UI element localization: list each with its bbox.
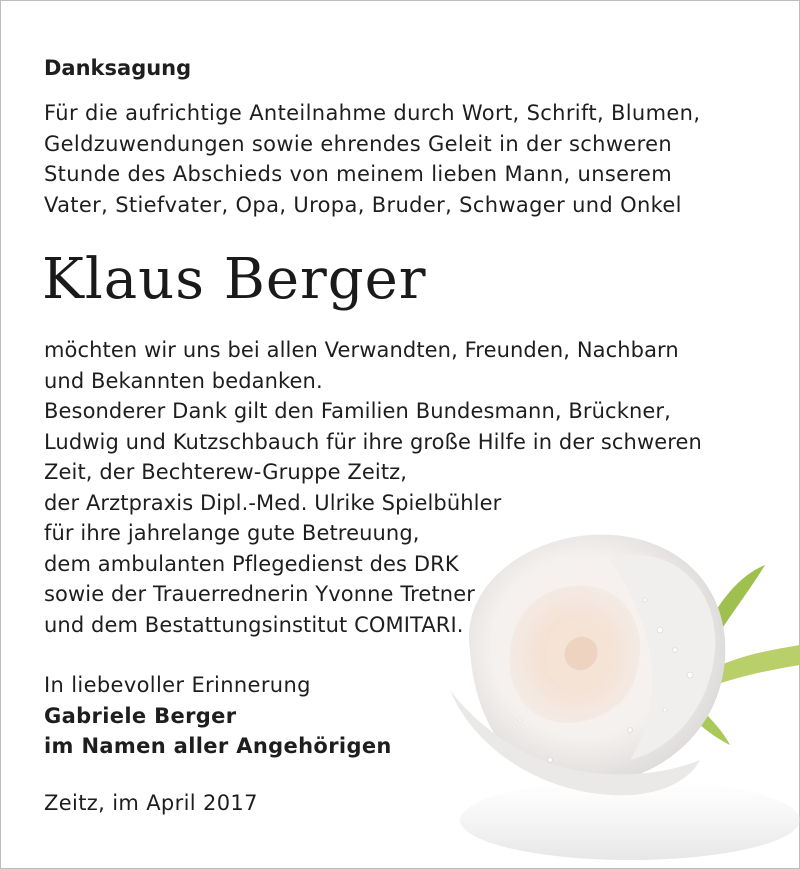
place-date: Zeitz, im April 2017 (44, 791, 258, 815)
intro-line: Geldzuwendungen sowie ehrendes Geleit in der schweren (44, 131, 673, 156)
thanks-line: möchten wir uns bei allen Verwandten, Freunden, Nachbarn (44, 338, 679, 362)
thanks-line: dem ambulanten Pflegedienst des DRK (44, 551, 459, 576)
notice-heading: Danksagung (44, 56, 192, 80)
thanks-line: Zeit, der Bechterew-Gruppe Zeitz, (44, 460, 408, 484)
signature-intro: In liebevoller Erinnerung (44, 673, 311, 697)
thanks-line: Besonderer Dank gilt den Familien Bundesmann, Brückner, (44, 399, 671, 423)
thanks-line: Ludwig und Kutzschbauch für ihre große Hilfe in der schweren (44, 429, 702, 454)
intro-paragraph (44, 98, 700, 220)
intro-line: Stunde des Abschieds von meinem lieben Mann, unserem (44, 162, 673, 186)
deceased-name: Klaus Berger (42, 247, 427, 312)
thanks-line: und dem Bestattungsinstitut COMITARI. (44, 612, 464, 637)
signature-on-behalf: im Namen aller Angehörigen (44, 734, 392, 758)
intro-line: Vater, Stiefvater, Opa, Uropa, Bruder, Schwager und Onkel (44, 192, 682, 217)
thanks-line: für ihre jahrelange gute Betreuung, (44, 521, 420, 545)
thanks-paragraph (44, 335, 702, 640)
thanks-line: sowie der Trauerrednerin Yvonne Tretner (44, 582, 475, 606)
thanks-line: der Arztpraxis Dipl.-Med. Ulrike Spielbühler (44, 490, 502, 515)
intro-line: Für die aufrichtige Anteilnahme durch Wort, Schrift, Blumen, (44, 101, 701, 125)
signature-name: Gabriele Berger (44, 703, 237, 728)
signature-block (44, 670, 392, 762)
thanks-line: und Bekannten bedanken. (44, 368, 323, 393)
